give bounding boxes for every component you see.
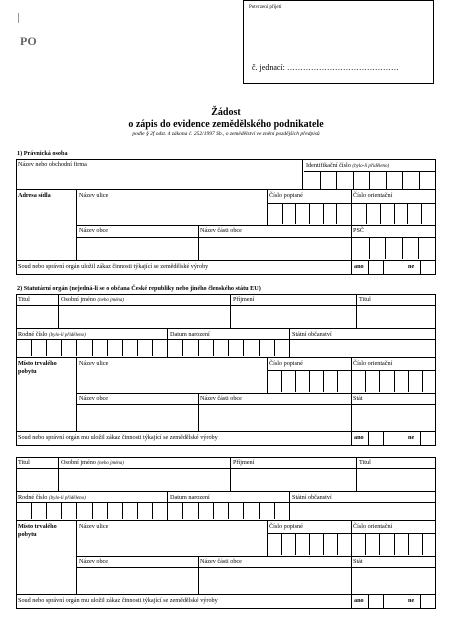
ban-yes-label: ano [354,434,364,441]
cell-divider [213,503,214,519]
residence-label: Místo trvalého [18,360,57,367]
cell-divider [259,340,260,356]
title-label: Titul [18,296,30,303]
birth-number-label-text: Rodné číslo [18,494,48,501]
company-name-field[interactable] [17,169,301,188]
form-code: PO [20,34,37,48]
section2-heading: 2) Statutární orgán (nejedná-li se o občana České republiky nebo jiného členského státu EU) [17,285,261,292]
receipt-stamp-box [243,0,434,84]
residence-label-line2: pobytu [18,368,37,375]
cell-divider [152,340,153,356]
residence-label-line2: pobytu [18,531,37,538]
title-field[interactable] [17,469,57,490]
ban-yes-checkbox[interactable] [368,261,384,274]
cell-divider [380,204,381,224]
reference-number-field[interactable]: č. jednací: …………………………………… [252,63,399,72]
title-after-label: Titul [359,459,371,466]
title-after-field[interactable] [357,306,435,327]
cell-divider [243,340,244,356]
ban-no-checkbox[interactable] [420,595,436,608]
house-number-label: Číslo popisné [269,360,303,367]
cell-divider [309,371,310,392]
cell-divider [137,340,138,356]
municipality-part-label: Název části obce [200,558,242,565]
cell-divider [408,534,409,555]
house-number-label: Číslo popisné [269,523,303,530]
citizenship-field[interactable] [290,503,435,519]
cell-divider [336,204,337,224]
ban-no-checkbox[interactable] [420,261,436,274]
receipt-stamp-label: Potvrzení přijetí [249,5,282,10]
cell-divider [46,340,47,356]
title-label: Titul [18,459,30,466]
street-label: Název ulice [79,192,109,199]
surname-label: Příjmení [233,296,255,303]
birth-number-label [18,332,86,338]
birth-date-label: Datum narození [170,331,210,338]
ban-question-label: Soud nebo správní orgán mu uložil zákaz činnosti týkající se zemědělské výroby [18,597,218,604]
first-name-field[interactable] [59,306,229,327]
cell-divider [386,172,387,189]
citizenship-label: Státní občanství [292,494,332,501]
citizenship-label: Státní občanství [292,331,332,338]
birth-number-field[interactable] [16,503,167,519]
cell-divider [281,534,282,555]
cell-divider [422,534,423,555]
state-label: Stát [353,558,363,565]
state-field[interactable] [352,405,435,430]
cell-divider [274,503,275,519]
orientation-number-field[interactable] [351,534,436,555]
cell-divider [379,371,380,392]
house-number-field[interactable] [268,204,350,224]
municipality-field[interactable] [77,238,197,259]
municipality-part-field[interactable] [199,238,350,259]
municipality-part-field[interactable] [199,568,350,593]
orientation-number-label: Číslo orientační [353,192,393,199]
birth-number-label [18,495,86,501]
cell-divider [369,172,370,189]
cell-divider [295,371,296,392]
cell-divider [323,371,324,392]
corner-mark [18,13,19,23]
cell-divider [422,371,423,392]
municipality-label: Název obce [79,558,109,565]
first-name-label [61,297,124,303]
title-field[interactable] [17,306,57,327]
cell-divider [274,340,275,356]
birth-date-field[interactable] [167,340,289,356]
cell-divider [61,340,62,356]
birth-date-label: Datum narození [170,494,210,501]
first-name-note: (nebo jména) [97,298,124,303]
surname-field[interactable] [231,469,355,490]
birth-number-note: (bylo-li přiděleno) [48,333,86,338]
municipality-field[interactable] [77,405,197,430]
citizenship-field[interactable] [290,340,435,356]
cell-divider [320,172,321,189]
orientation-number-label: Číslo orientační [353,523,393,530]
company-id-note: (bylo-li přiděleno) [352,164,390,169]
ban-no-checkbox[interactable] [420,432,436,445]
residence-label: Místo trvalého [18,523,57,530]
cell-divider [394,204,395,224]
cell-divider [228,503,229,519]
first-name-field[interactable] [59,469,229,490]
cell-divider [394,534,395,555]
cell-divider [76,340,77,356]
ban-yes-checkbox[interactable] [368,432,384,445]
ban-no-label: ne [408,434,415,441]
cell-divider [46,503,47,519]
company-id-field[interactable] [303,172,435,189]
form-title-line2: o zápis do evidence zemědělského podnikatele [128,119,324,130]
title-after-field[interactable] [357,469,435,490]
orientation-number-field[interactable] [352,204,435,224]
title-after-label: Titul [359,296,371,303]
cell-divider [259,503,260,519]
house-number-label: Číslo popisné [269,192,303,199]
first-name-label-text: Osobní jméno [61,296,96,303]
cell-divider [243,503,244,519]
cell-divider [107,340,108,356]
legal-entity-section [16,159,436,275]
orientation-number-field[interactable] [351,371,436,392]
cell-divider [408,371,409,392]
ban-no-label: ne [408,597,415,604]
cell-divider [402,172,403,189]
cell-divider [31,340,32,356]
cell-divider [92,503,93,519]
cell-divider [182,340,183,356]
ban-yes-checkbox[interactable] [368,595,384,608]
cell-divider [418,238,419,259]
birth-number-note: (bylo-li přiděleno) [48,496,86,501]
form-subtitle: podle § 2f odst. 4 zákona č. 252/1997 Sb., o zemědělství ve znění pozdějších předpisů [132,131,320,137]
cell-divider [353,172,354,189]
ban-question-label: Soud nebo správní orgán uložil zákaz činnosti týkající se zemědělské výroby [18,263,209,270]
ban-yes-label: ano [354,597,364,604]
house-number-field[interactable] [267,371,351,392]
cell-divider [152,503,153,519]
cell-divider [323,534,324,555]
ban-no-label: ne [408,263,415,270]
cell-divider [407,204,408,224]
surname-label: Příjmení [233,459,255,466]
cell-divider [282,204,283,224]
municipality-part-label: Název části obce [200,395,242,402]
cell-divider [309,534,310,555]
cell-divider [182,503,183,519]
first-name-label-text: Osobní jméno [61,459,96,466]
municipality-part-label: Název části obce [200,227,242,234]
cell-divider [365,371,366,392]
cell-divider [122,340,123,356]
cell-divider [228,340,229,356]
zip-field[interactable] [352,238,435,259]
cell-divider [122,503,123,519]
cell-divider [76,503,77,519]
street-field[interactable] [77,531,266,555]
house-number-field[interactable] [267,534,351,555]
cell-divider [92,340,93,356]
street-label: Název ulice [79,360,109,367]
municipality-field[interactable] [77,568,197,593]
cell-divider [402,238,403,259]
cell-divider [369,238,370,259]
company-id-label-text: Identifikační číslo [306,162,351,169]
cell-divider [394,371,395,392]
company-id-label [306,163,389,169]
cell-divider [419,172,420,189]
company-name-label: Název nebo obchodní firma [18,161,87,168]
cell-divider [107,503,108,519]
street-field[interactable] [77,368,266,392]
cell-divider [198,340,199,356]
municipality-label: Název obce [79,395,109,402]
cell-divider [379,534,380,555]
cell-divider [336,172,337,189]
cell-divider [295,534,296,555]
form-title: Žádost [211,107,241,118]
address-label: Adresa sídla [18,192,51,199]
state-label: Stát [353,395,363,402]
cell-divider [421,204,422,224]
cell-divider [137,503,138,519]
municipality-label: Název obce [79,227,109,234]
cell-divider [309,204,310,224]
cell-divider [366,204,367,224]
birth-date-field[interactable] [167,503,289,519]
cell-divider [281,371,282,392]
municipality-part-field[interactable] [199,405,350,430]
birth-number-label-text: Rodné číslo [18,331,48,338]
ban-yes-label: ano [354,263,364,270]
cell-divider [31,503,32,519]
orientation-number-label: Číslo orientační [353,360,393,367]
street-field[interactable] [77,200,266,224]
cell-divider [61,503,62,519]
birth-number-field[interactable] [16,340,167,356]
cell-divider [337,371,338,392]
cell-divider [295,204,296,224]
statutory-person-block [16,457,436,609]
first-name-note: (nebo jména) [97,461,124,466]
statutory-person-block [16,294,436,446]
surname-field[interactable] [231,306,355,327]
ban-question-label: Soud nebo správní orgán mu uložil zákaz činnosti týkající se zemědělské výroby [18,434,218,441]
cell-divider [213,340,214,356]
first-name-label [61,460,124,466]
cell-divider [323,204,324,224]
cell-divider [385,238,386,259]
cell-divider [198,503,199,519]
cell-divider [337,534,338,555]
street-label: Název ulice [79,523,109,530]
section1-heading: 1) Právnická osoba [17,150,68,157]
zip-label: PSČ [353,227,365,234]
cell-divider [365,534,366,555]
state-field[interactable] [352,568,435,593]
